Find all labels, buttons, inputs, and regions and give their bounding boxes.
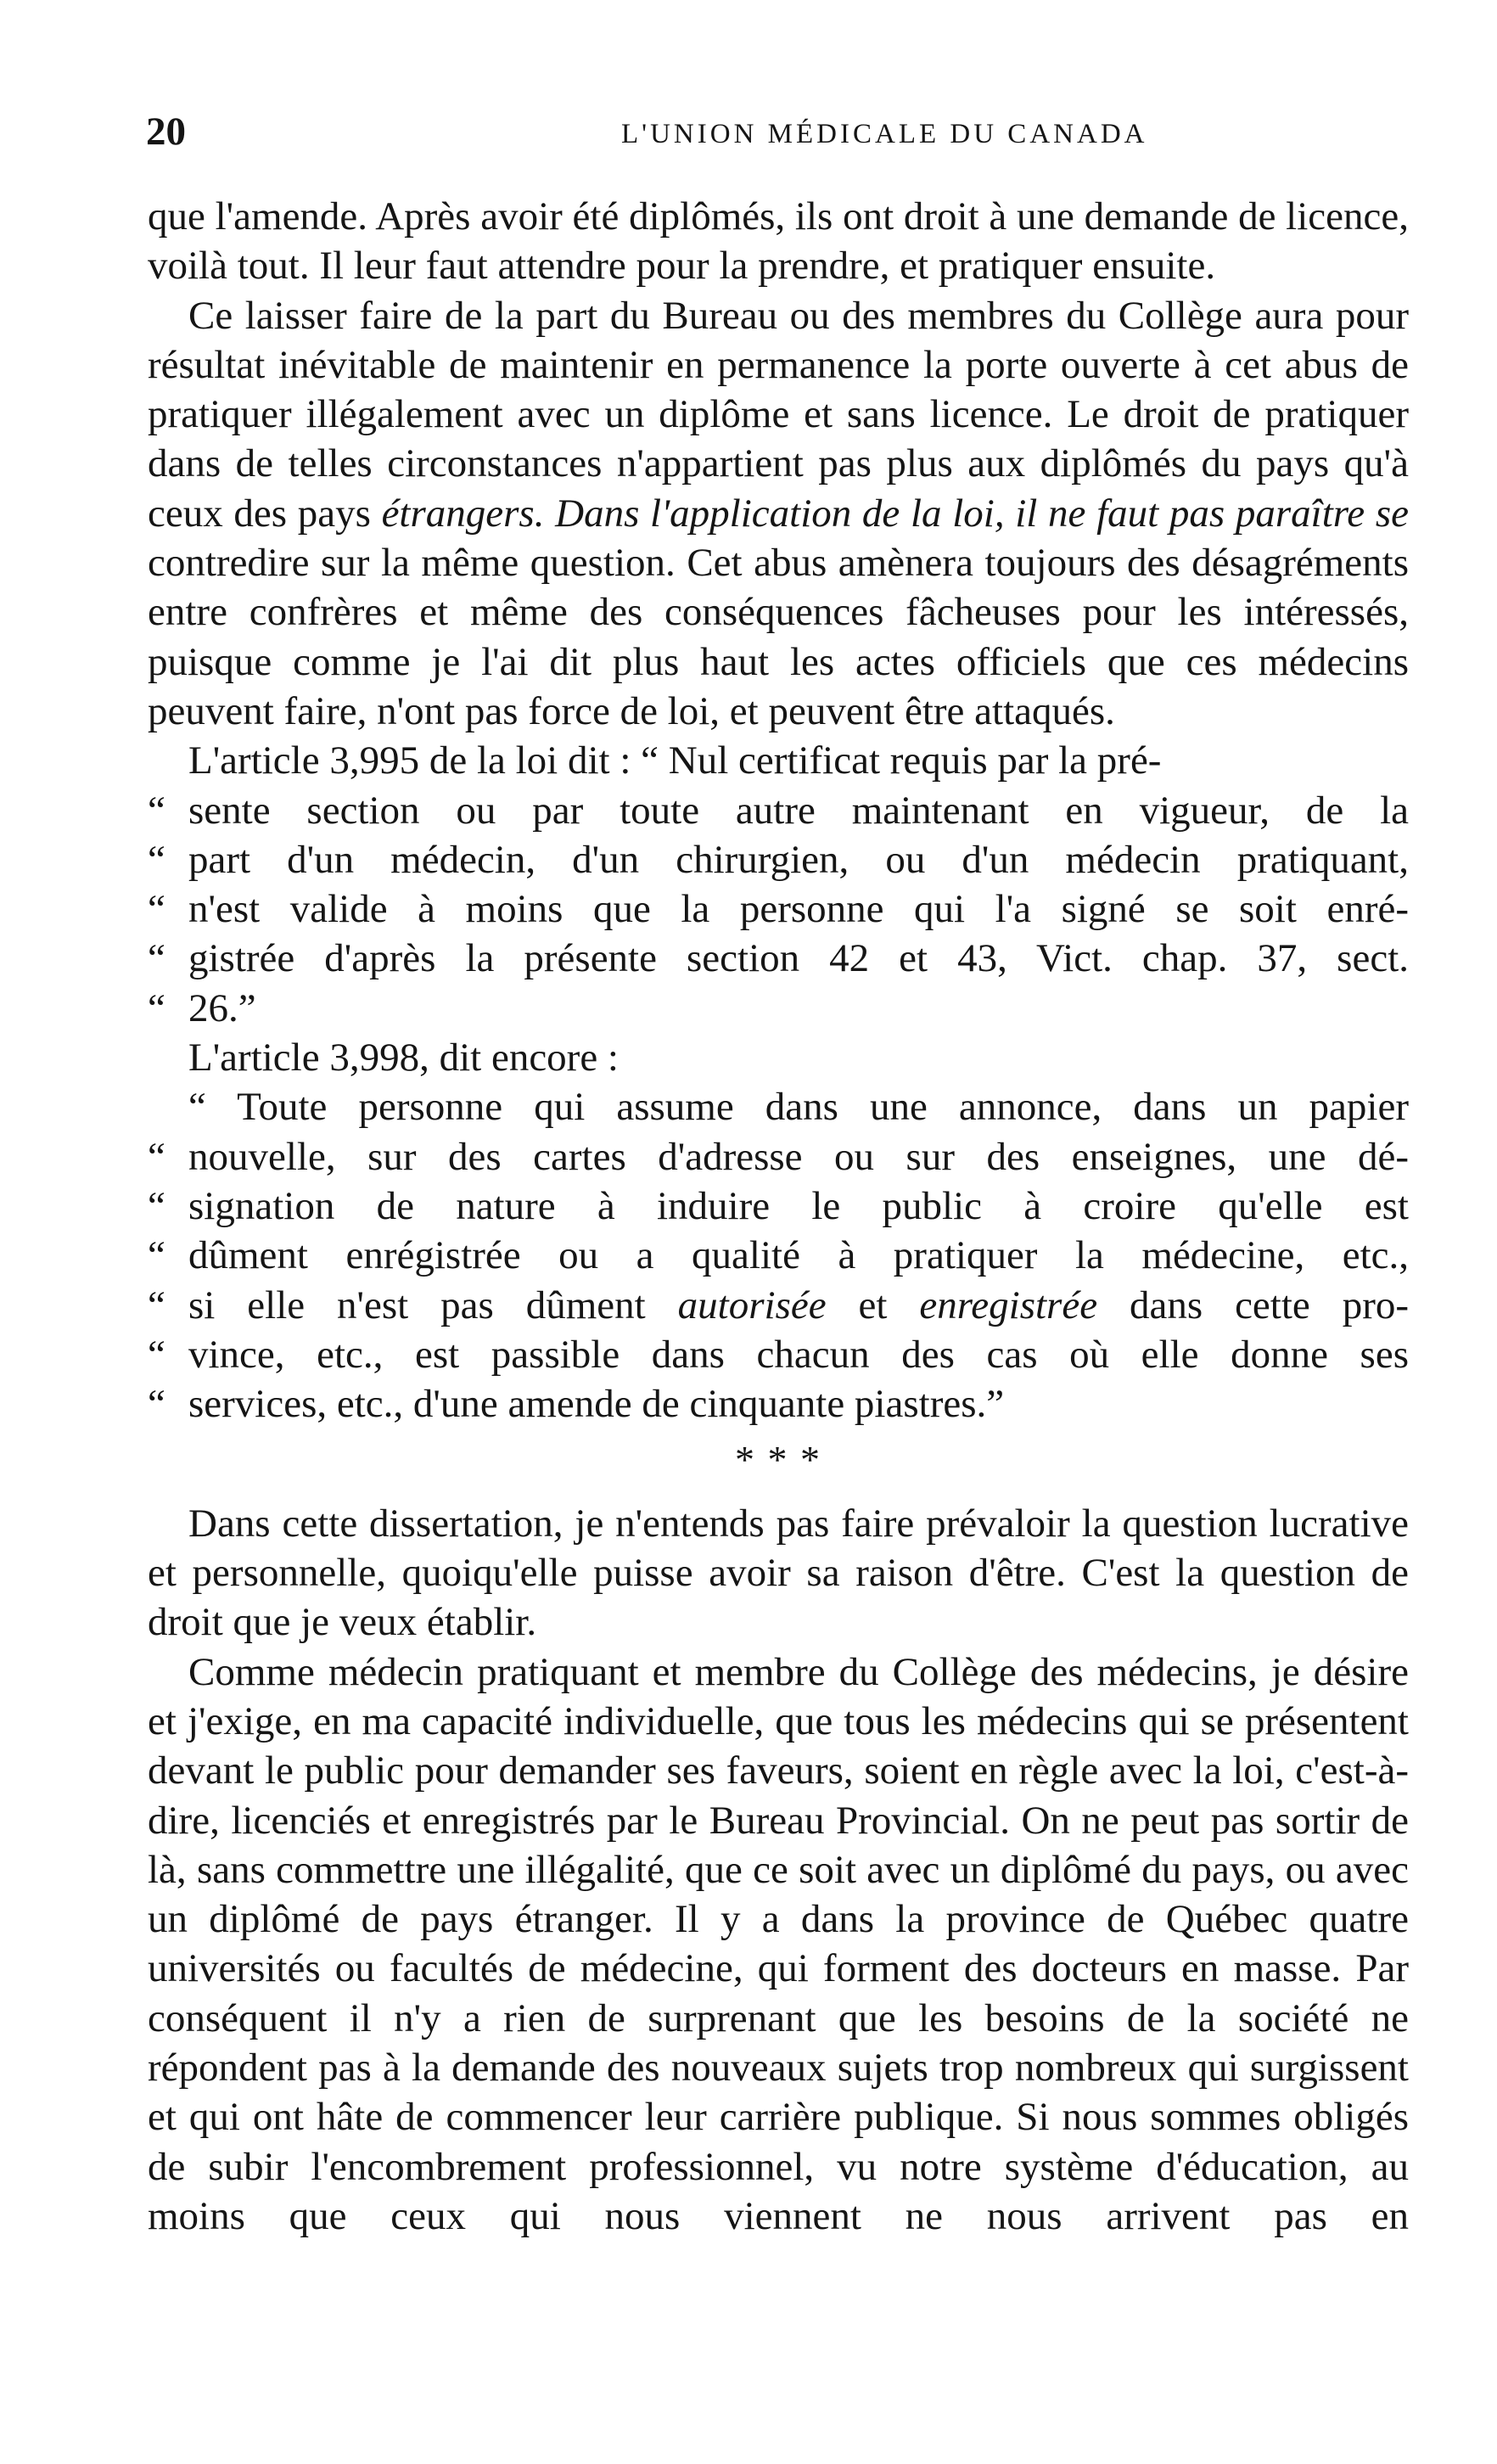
article-3998-intro: L'article 3,998, dit encore : xyxy=(188,1036,619,1080)
paragraph-2 xyxy=(148,291,1409,737)
article-3995-intro: L'article 3,995 de la loi dit : “ Nul certificat requis par la pré- xyxy=(188,738,1162,783)
body-text xyxy=(148,192,1409,2241)
running-head: L'UNION MÉDICALE DU CANADA xyxy=(621,119,1148,149)
page-number: 20 xyxy=(146,109,186,154)
quote-line: “ n'est valide à moins que la personne qui l'a signé se soit enré- xyxy=(148,887,1409,932)
quote-line: “ part d'un médecin, d'un chirurgien, ou d'un médecin pratiquant, xyxy=(148,837,1409,882)
paragraph-2-text: Ce laisser faire de la part du Bureau ou des membres du Collège aura pour résultat inévitable de maintenir en permanence la porte ouverte à cet abus de pratiquer illégalement avec un diplôme et sans licence. Le droit de pratiquer dans de telles circonstances n'appartient pas plus aux diplômés du pays qu'à ceux des pays xyxy=(148,293,1409,536)
paragraph-2-end: contredire sur la même question. Cet abus amènera toujours des désagréments entre confrères et même des conséquences fâcheuses pour les intéressés, puisque comme je l'ai dit plus haut les actes officiels que ces médecins peuvent faire, n'ont pas force de loi, et peuvent être attaqués. xyxy=(148,541,1409,733)
quote-line: “ services, etc., d'une amende de cinquante piastres.” xyxy=(148,1382,1005,1427)
article-3998-quote xyxy=(148,1033,1409,1428)
quote-line: “ sente section ou par toute autre maintenant en vigueur, de la xyxy=(148,788,1409,833)
page-header xyxy=(146,109,1405,160)
quote-line: “ nouvelle, sur des cartes d'adresse ou sur des enseignes, une dé- xyxy=(148,1134,1409,1179)
quote-line: “ 26.” xyxy=(148,985,256,1030)
paragraph-5: Dans cette dissertation, je n'entends pas faire prévaloir la question lucrative et personnelle, quoiqu'elle puisse avoir sa raison d'être. C'est la question de droit que je veux établir. xyxy=(148,1501,1409,1645)
quote-line: “ gistrée d'après la présente section 42 et 43, Vict. chap. 37, sect. xyxy=(148,936,1409,981)
section-asterism: * * * xyxy=(735,1438,821,1482)
quote-line: “ vince, etc., est passible dans chacun des cas où elle donne ses xyxy=(148,1332,1409,1377)
quote-first-line: “ Toute personne qui assume dans une annonce, dans un papier xyxy=(188,1085,1409,1130)
paragraph-6: Comme médecin pratiquant et membre du Collège des médecins, je désire et j'exige, en ma capacité individuelle, que tous les médecins qui se présentent devant le public pour demander ses faveurs, soient en règle avec la loi, c'est-à-dire, licenciés et enregistrés par le Bureau Provincial. On ne peut pas sortir de là, sans commettre une illégalité, que ce soit avec un diplômé du pays, ou avec un diplômé de pays étranger. Il y a dans la province de Québec quatre universités ou facultés de médecine, qui forment des docteurs en masse. Par conséquent il n'y a rien de surprenant que les besoins de la société ne répondent pas à la demande des nouveaux sujets trop nombreux qui surgissent et qui ont hâte de commencer leur carrière publique. Si nous sommes obligés de subir l'encombrement professionnel, vu notre système d'éducation, au moins que ceux qui nous viennent ne nous arrivent pas en xyxy=(148,1649,1409,2238)
article-3995-quote xyxy=(148,736,1409,1033)
quote-line: “ dûment enrégistrée ou a qualité à pratiquer la médecine, etc., xyxy=(148,1233,1409,1278)
paragraph-1: que l'amende. Après avoir été diplômés, ils ont droit à une demande de licence, voilà tout. Il leur faut attendre pour la prendre, et pratiquer ensuite. xyxy=(148,194,1409,289)
quote-line: “ si elle n'est pas dûment autorisée et enregistrée dans cette pro- xyxy=(148,1283,1410,1327)
quote-line: “ signation de nature à induire le public à croire qu'elle est xyxy=(148,1183,1409,1228)
paragraph-2-italic: étrangers. Dans l'application de la loi, il ne faut pas paraître se xyxy=(381,491,1409,536)
